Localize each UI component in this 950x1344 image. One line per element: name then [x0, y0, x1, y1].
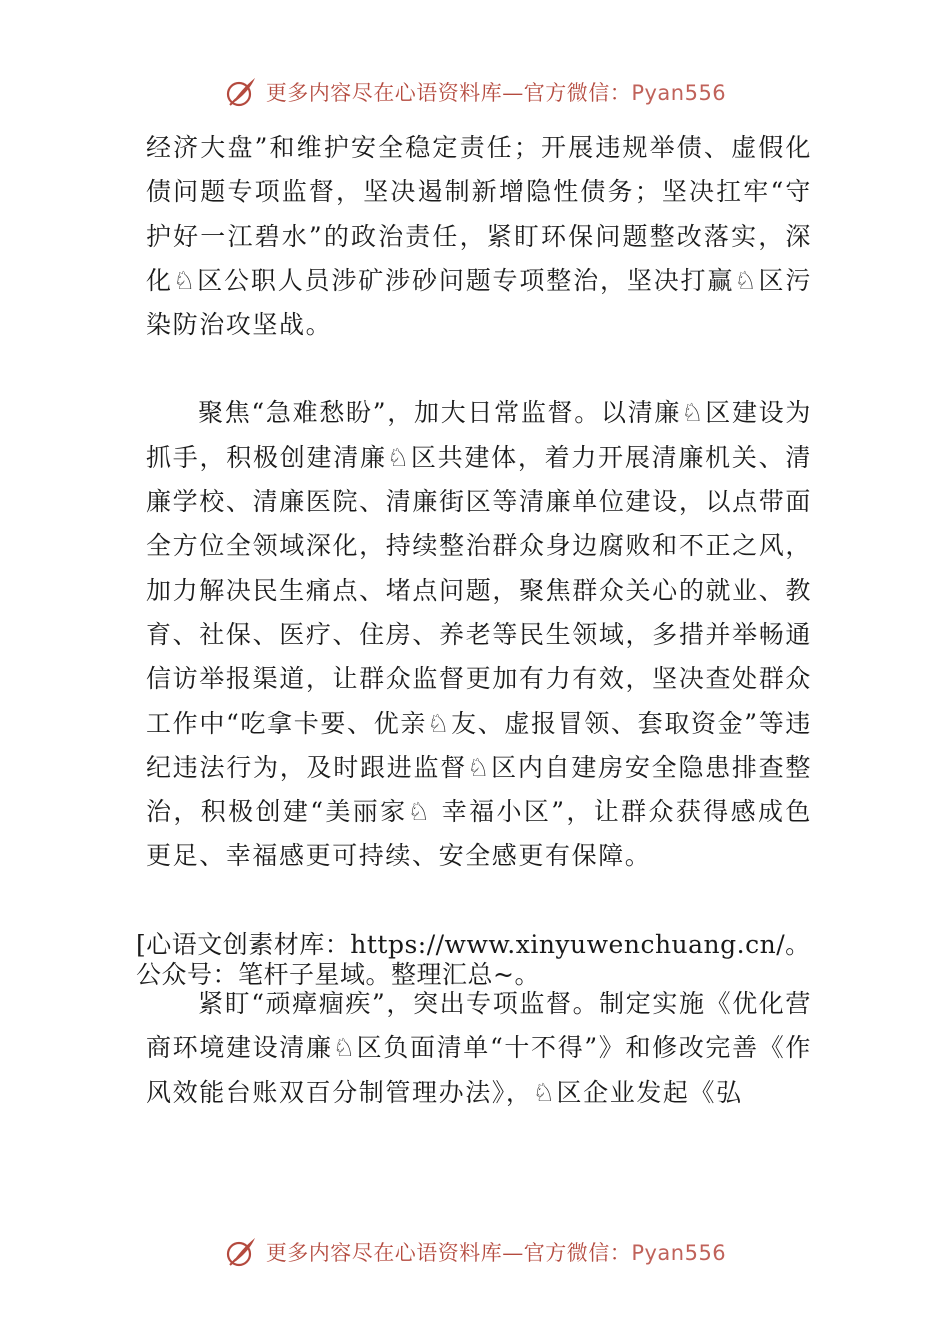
footer-watermark-banner — [0, 1232, 950, 1272]
paragraph-1: 经济大盘”和维护安全稳定责任；开展违规举债、虚假化债问题专项监督，坚决遏制新增隐性债务；坚决扛牢“守护好一江碧水”的政治责任，紧盯环保问题整改落实，深化♘区公职人员涉矿涉砂问题专项整治，坚决打赢♘区污染防治攻坚战。 — [146, 133, 812, 340]
paragraph-2: 聚焦“急难愁盼”，加大日常监督。以清廉♘区建设为抓手，积极创建清廉♘区共建体，着力开展清廉机关、清廉学校、清廉医院、清廉街区等清廉单位建设，以点带面全方位全领域深化，持续整治群众身边腐败和不正之风，加力解决民生痛点、堵点问题，聚焦群众关心的就业、教育、社保、医疗、住房、养老等民生领域，多措并举畅通信访举报渠道，让群众监督更加有力有效，坚决查处群众工作中“吃拿卡要、优亲♘友、虚报冒领、套取资金”等违纪违法行为，及时跟进监督♘区内自建房安全隐患排查整治，积极创建“美丽家♘ 幸福小区”，让群众获得感成色更足、幸福感更可持续、安全感更有保障。 — [146, 398, 812, 871]
source-note: [心语文创素材库：https://www.xinyuwenchuang.cn/。公众号：笔杆子星域。整理汇总~。 — [136, 930, 811, 989]
paragraph-3: 紧盯“顽瘴痼疾”，突出专项监督。制定实施《优化营商环境建设清廉♘区负面清单“十不得”》和修改完善《作风效能台账双百分制管理办法》，♘区企业发起《弘 — [146, 989, 812, 1107]
banner-text: 更多内容尽在心语资料库—官方微信：Pyan556 — [265, 1241, 727, 1265]
document-body-continued — [146, 982, 812, 1115]
banner-text: 更多内容尽在心语资料库—官方微信：Pyan556 — [265, 81, 727, 105]
document-body — [146, 126, 812, 879]
quill-logo-icon — [224, 1235, 258, 1269]
header-watermark-banner — [0, 72, 950, 112]
quill-logo-icon — [224, 75, 258, 109]
